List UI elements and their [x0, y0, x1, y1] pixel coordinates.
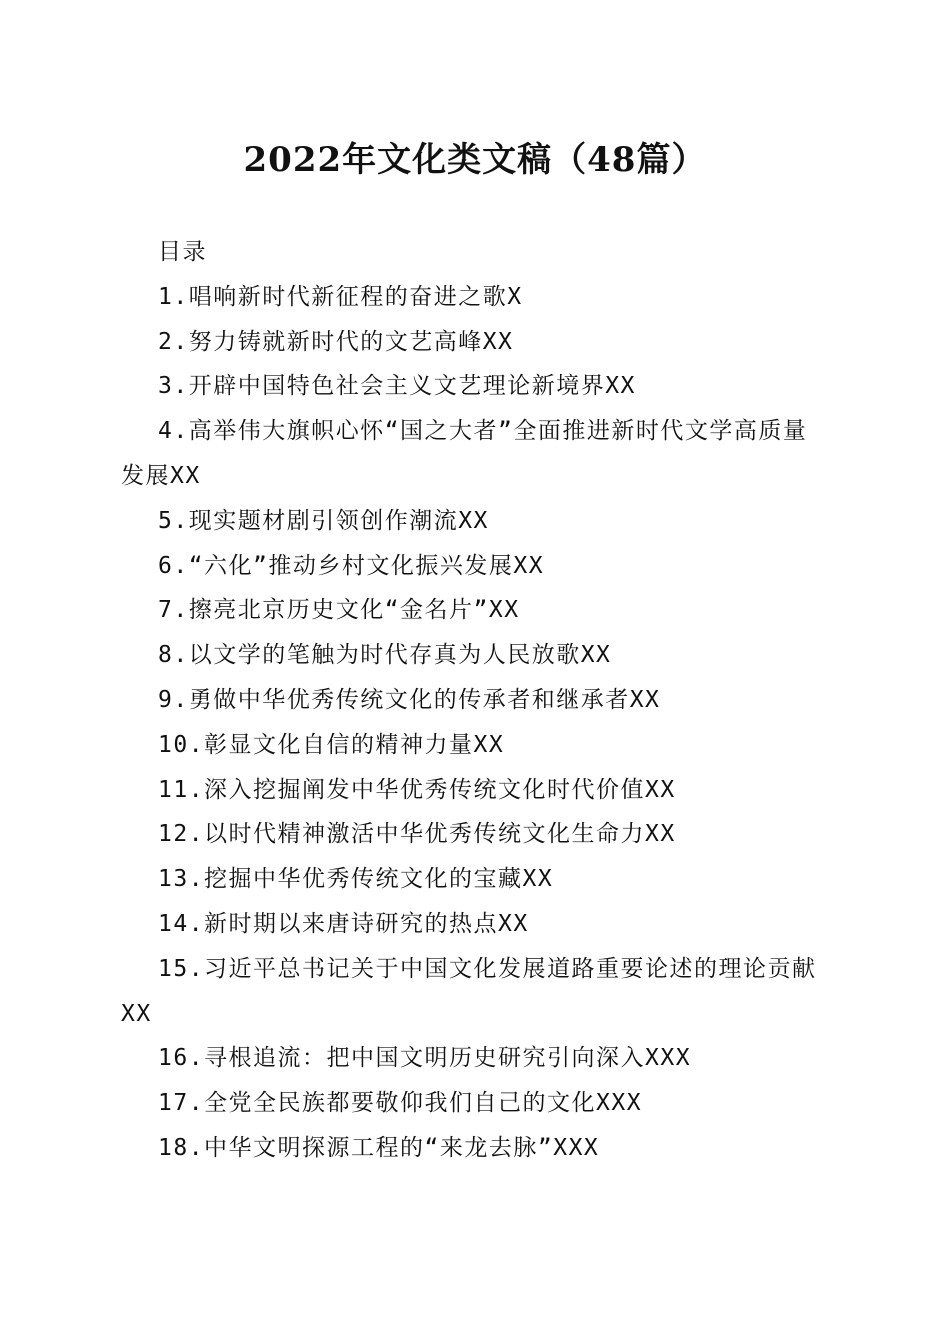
toc-item: 5.现实题材剧引领创作潮流XX	[158, 507, 489, 534]
toc-item: 11.深入挖掘阐发中华优秀传统文化时代价值XX	[158, 776, 676, 803]
toc-item: 7.擦亮北京历史文化“金名片”XX	[158, 597, 520, 624]
toc-item: 6.“六化”推动乡村文化振兴发展XX	[158, 552, 545, 579]
toc-item: 18.中华文明探源工程的“来龙去脉”XXX	[158, 1134, 600, 1161]
toc-item: 10.彰显文化自信的精神力量XX	[158, 731, 505, 758]
toc-item: 1.唱响新时代新征程的奋进之歌X	[158, 283, 523, 310]
toc-item: 4.高举伟大旗帜心怀“国之大者”全面推进新时代文学高质量发展XX	[121, 418, 808, 489]
toc-item: 2.努力铸就新时代的文艺高峰XX	[158, 328, 514, 355]
table-of-contents	[121, 230, 826, 1171]
toc-item: 14.新时期以来唐诗研究的热点XX	[158, 910, 529, 937]
toc-item: 15.习近平总书记关于中国文化发展道路重要论述的理论贡献XX	[121, 955, 817, 1027]
toc-item: 8.以文学的笔触为时代存真为人民放歌XX	[158, 642, 612, 669]
toc-item: 16.寻根追流：把中国文明历史研究引向深入XXX	[158, 1045, 692, 1072]
toc-item: 3.开辟中国特色社会主义文艺理论新境界XX	[158, 373, 636, 400]
toc-item: 9.勇做中华优秀传统文化的传承者和继承者XX	[158, 686, 661, 713]
document-title: 2022年文化类文稿（48篇）	[243, 140, 707, 180]
toc-item: 17.全党全民族都要敬仰我们自己的文化XXX	[158, 1090, 643, 1117]
toc-item: 12.以时代精神激活中华优秀传统文化生命力XX	[158, 821, 676, 848]
toc-item: 13.挖掘中华优秀传统文化的宝藏XX	[158, 866, 554, 893]
toc-heading: 目录	[158, 239, 207, 265]
